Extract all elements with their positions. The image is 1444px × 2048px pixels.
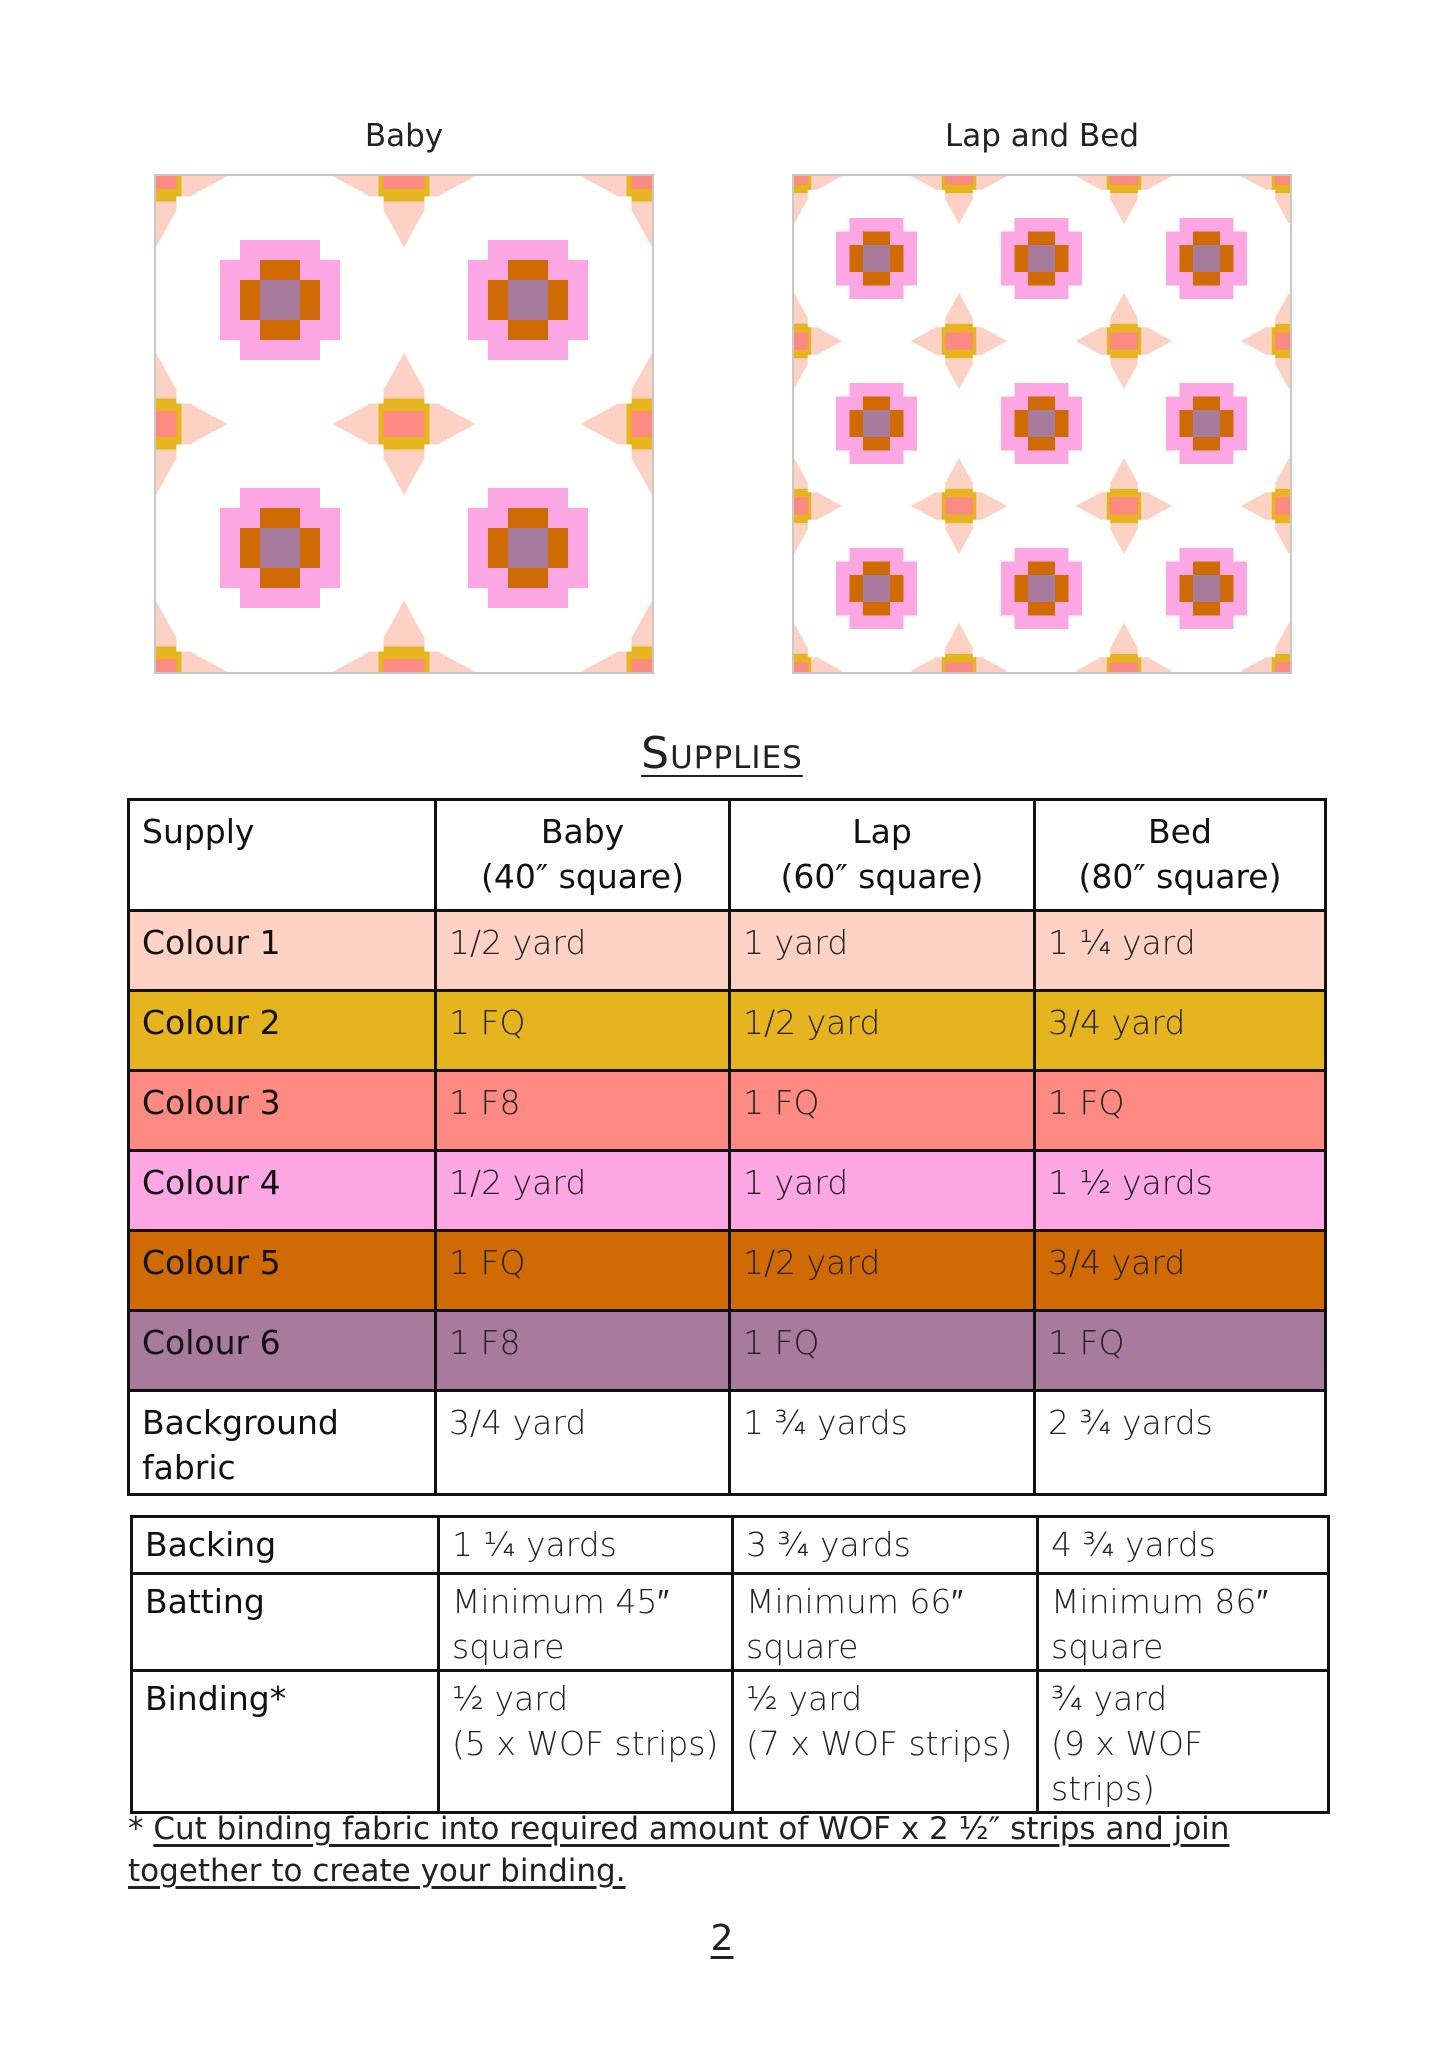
extras-row-2 (132, 1574, 1329, 1671)
cell-supply: Backing (132, 1517, 439, 1574)
header-bed: Bed (80″ square) (1035, 800, 1326, 911)
baby-quilt-graphic (156, 176, 652, 672)
flower-centre (1193, 410, 1220, 437)
star-centre (384, 659, 425, 672)
supply-row-5 (129, 1231, 1326, 1311)
footnote-marker: * (128, 1811, 154, 1847)
supplies-header-row (129, 800, 1326, 911)
star-centre (1275, 662, 1290, 672)
cell-baby: Minimum 45″ square (439, 1574, 733, 1671)
cell-baby: 1 FQ (436, 1231, 730, 1311)
cell-lap: 1 FQ (730, 1071, 1035, 1151)
flower-centre (508, 280, 548, 320)
header-lap: Lap (60″ square) (730, 800, 1035, 911)
supplies-table (127, 798, 1327, 1496)
cell-lap: 1 ¾ yards (730, 1391, 1035, 1495)
lap-bed-quilt-preview (792, 174, 1292, 674)
binding-footnote (128, 1808, 1328, 1892)
star-centre (1110, 332, 1138, 349)
star-centre (1110, 176, 1138, 185)
flower-centre (260, 280, 300, 320)
cell-baby: 1 F8 (436, 1071, 730, 1151)
supply-row-7 (129, 1391, 1326, 1495)
flower-centre (260, 528, 300, 568)
cell-bed: 3/4 yard (1035, 1231, 1326, 1311)
supply-row-6 (129, 1311, 1326, 1391)
flower-centre (1028, 245, 1055, 272)
star-centre (945, 176, 973, 185)
page-number (0, 1918, 1444, 1959)
supply-row-1 (129, 911, 1326, 991)
cell-supply: Colour 5 (129, 1231, 436, 1311)
star-centre (384, 411, 425, 437)
cell-baby: 3/4 yard (436, 1391, 730, 1495)
cell-baby: 1 FQ (436, 991, 730, 1071)
cell-supply: Colour 4 (129, 1151, 436, 1231)
supply-row-2 (129, 991, 1326, 1071)
cell-bed: Minimum 86″ square (1038, 1574, 1329, 1671)
cell-supply: Binding* (132, 1671, 439, 1813)
cell-supply: Colour 2 (129, 991, 436, 1071)
cell-lap: ½ yard (7 x WOF strips) (733, 1671, 1038, 1813)
cell-baby: ½ yard (5 x WOF strips) (439, 1671, 733, 1813)
lap-bed-preview-caption: Lap and Bed (945, 118, 1139, 154)
cell-bed: 2 ¾ yards (1035, 1391, 1326, 1495)
star-centre (632, 176, 652, 189)
flower-centre (863, 575, 890, 602)
star-centre (1275, 176, 1290, 185)
lap-bed-quilt-graphic (794, 176, 1290, 672)
star-centre (794, 662, 808, 672)
footnote-text: Cut binding fabric into required amount of WOF x 2 ½″ strips and join together to create your binding. (128, 1811, 1230, 1889)
star-centre (1110, 497, 1138, 514)
star-centre (945, 662, 973, 672)
cell-lap: 1 FQ (730, 1311, 1035, 1391)
cell-bed: ¾ yard (9 x WOF strips) (1038, 1671, 1329, 1813)
star-centre (156, 411, 176, 437)
baby-quilt-preview (154, 174, 654, 674)
cell-supply: Colour 1 (129, 911, 436, 991)
cell-lap: Minimum 66″ square (733, 1574, 1038, 1671)
flower-centre (1028, 575, 1055, 602)
cell-baby: 1/2 yard (436, 1151, 730, 1231)
star-centre (156, 176, 176, 189)
cell-supply: Background fabric (129, 1391, 436, 1495)
supplies-heading-text: Supplies (641, 728, 803, 779)
cell-bed: 1 FQ (1035, 1311, 1326, 1391)
cell-supply: Batting (132, 1574, 439, 1671)
supply-row-3 (129, 1071, 1326, 1151)
star-centre (384, 176, 425, 189)
flower-centre (1028, 410, 1055, 437)
cell-lap: 1 yard (730, 1151, 1035, 1231)
flower-centre (1193, 245, 1220, 272)
star-centre (794, 176, 808, 185)
cell-bed: 4 ¾ yards (1038, 1517, 1329, 1574)
star-centre (945, 332, 973, 349)
cell-baby: 1/2 yard (436, 911, 730, 991)
cell-baby: 1 ¼ yards (439, 1517, 733, 1574)
flower-centre (863, 245, 890, 272)
star-centre (794, 332, 808, 349)
star-centre (1110, 662, 1138, 672)
cell-bed: 1 ¼ yard (1035, 911, 1326, 991)
star-centre (1275, 497, 1290, 514)
star-centre (632, 659, 652, 672)
page-number-text: 2 (710, 1918, 734, 1959)
cell-bed: 1 FQ (1035, 1071, 1326, 1151)
extras-table-body (132, 1517, 1329, 1813)
baby-preview-caption: Baby (364, 118, 444, 154)
header-supply: Supply (129, 800, 436, 911)
extras-table (130, 1515, 1330, 1814)
cell-supply: Colour 3 (129, 1071, 436, 1151)
flower-centre (863, 410, 890, 437)
star-centre (794, 497, 808, 514)
cell-lap: 1/2 yard (730, 1231, 1035, 1311)
supplies-table-body (129, 800, 1326, 1495)
flower-centre (1193, 575, 1220, 602)
extras-row-3 (132, 1671, 1329, 1813)
cell-bed: 1 ½ yards (1035, 1151, 1326, 1231)
star-centre (156, 659, 176, 672)
flower-centre (508, 528, 548, 568)
cell-lap: 1/2 yard (730, 991, 1035, 1071)
header-baby: Baby (40″ square) (436, 800, 730, 911)
star-centre (945, 497, 973, 514)
star-centre (1275, 332, 1290, 349)
star-centre (632, 411, 652, 437)
extras-row-1 (132, 1517, 1329, 1574)
cell-baby: 1 F8 (436, 1311, 730, 1391)
cell-lap: 3 ¾ yards (733, 1517, 1038, 1574)
cell-lap: 1 yard (730, 911, 1035, 991)
supply-row-4 (129, 1151, 1326, 1231)
supplies-heading (0, 728, 1444, 779)
cell-supply: Colour 6 (129, 1311, 436, 1391)
cell-bed: 3/4 yard (1035, 991, 1326, 1071)
